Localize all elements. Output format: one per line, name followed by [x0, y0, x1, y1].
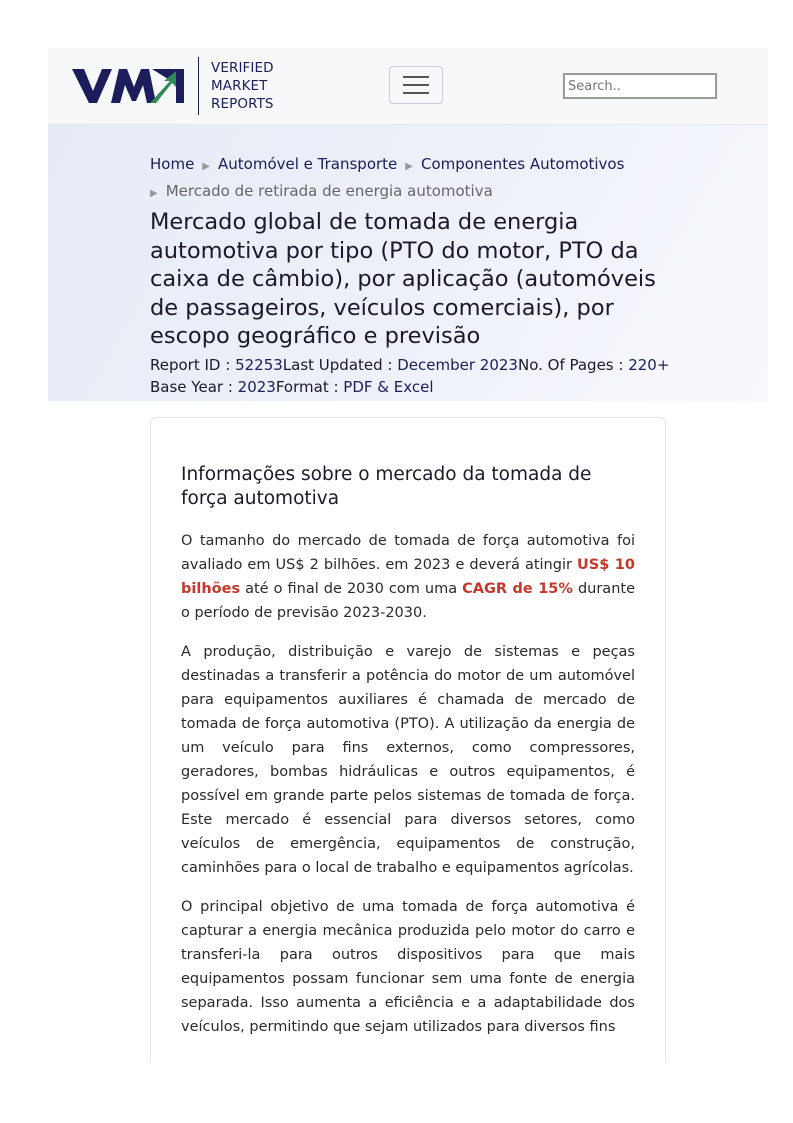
pages-value: 220+ — [628, 356, 670, 374]
hamburger-menu-button[interactable] — [389, 66, 443, 104]
report-id-label: Report ID : — [150, 356, 236, 374]
chevron-right-icon: ▶ — [202, 161, 210, 172]
vmr-logo-icon — [72, 67, 184, 105]
article-heading: Informações sobre o mercado da tomada de força automotiva — [181, 464, 592, 509]
breadcrumb-category[interactable]: Automóvel e Transporte — [218, 155, 398, 173]
article-paragraph: O tamanho do mercado de tomada de força automotiva foi avaliado em US$ 2 bilhões. em 2023 e deverá atingir US$ 10 bilhões até o final de 2030 com uma CAGR de 15% durante o período de previsão 2023-2030. — [181, 533, 635, 621]
breadcrumb-current: Mercado de retirada de energia automotiva — [165, 182, 493, 200]
article-body — [181, 529, 635, 1054]
logo-text — [211, 59, 274, 113]
logo-divider — [198, 57, 199, 115]
cagr-highlight: CAGR de 15% — [462, 581, 573, 597]
article-paragraph: A produção, distribuição e varejo de sistemas e peças destinadas a transferir a potência do motor de um automóvel para equipamentos auxiliares é chamada de mercado de tomada de força automotiva (PTO). A utilização da energia de um veículo para fins externos, como compressores, geradores, bombas hidráulicas e outros equipamentos, é possível em grande parte pelos sistemas de tomada de força. Este mercado é essencial para diversos setores, como veículos de emergência, equipamentos de construção, caminhões para o local de trabalho e equipamentos agrícolas. — [181, 644, 635, 876]
logo-line-1: VERIFIED — [211, 60, 274, 76]
report-hero — [48, 125, 768, 401]
article-card — [150, 417, 666, 1063]
page-title: Mercado global de tomada de energia automotiva por tipo (PTO do motor, PTO da caixa de câmbio), por aplicação (automóveis de passageiros, veículos comerciais), por escopo geográfico e previsão — [150, 209, 656, 349]
last-updated-value: December 2023 — [397, 356, 518, 374]
base-year-value: 2023 — [237, 378, 276, 396]
format-value: PDF & Excel — [343, 378, 434, 396]
logo-line-2: MARKET — [211, 78, 268, 94]
format-label: Format : — [275, 378, 344, 396]
search-input[interactable] — [563, 73, 717, 99]
logo[interactable] — [72, 56, 274, 116]
site-header — [48, 48, 768, 125]
chevron-right-icon: ▶ — [405, 161, 413, 172]
breadcrumb — [150, 152, 670, 206]
report-id-value: 52253 — [235, 356, 283, 374]
pages-label: No. Of Pages : — [517, 356, 629, 374]
hamburger-icon — [403, 76, 429, 78]
base-year-label: Base Year : — [150, 378, 238, 396]
breadcrumb-home[interactable]: Home — [150, 155, 195, 173]
report-meta — [150, 354, 669, 398]
article-paragraph: O principal objetivo de uma tomada de força automotiva é capturar a energia mecânica produzida pelo motor do carro e transferi-la para outros dispositivos para que mais equipamentos possam funcionar sem uma fonte de energia separada. Isso aumenta a eficiência e a adaptabilidade dos veículos, permitindo que sejam utilizados para diversos fins — [181, 899, 635, 1035]
breadcrumb-subcategory[interactable]: Componentes Automotivos — [420, 155, 625, 173]
market-value-highlight: US$ 10 bilhões — [181, 557, 635, 597]
chevron-right-icon: ▶ — [150, 188, 158, 199]
logo-line-3: REPORTS — [211, 96, 274, 112]
last-updated-label: Last Updated : — [282, 356, 398, 374]
